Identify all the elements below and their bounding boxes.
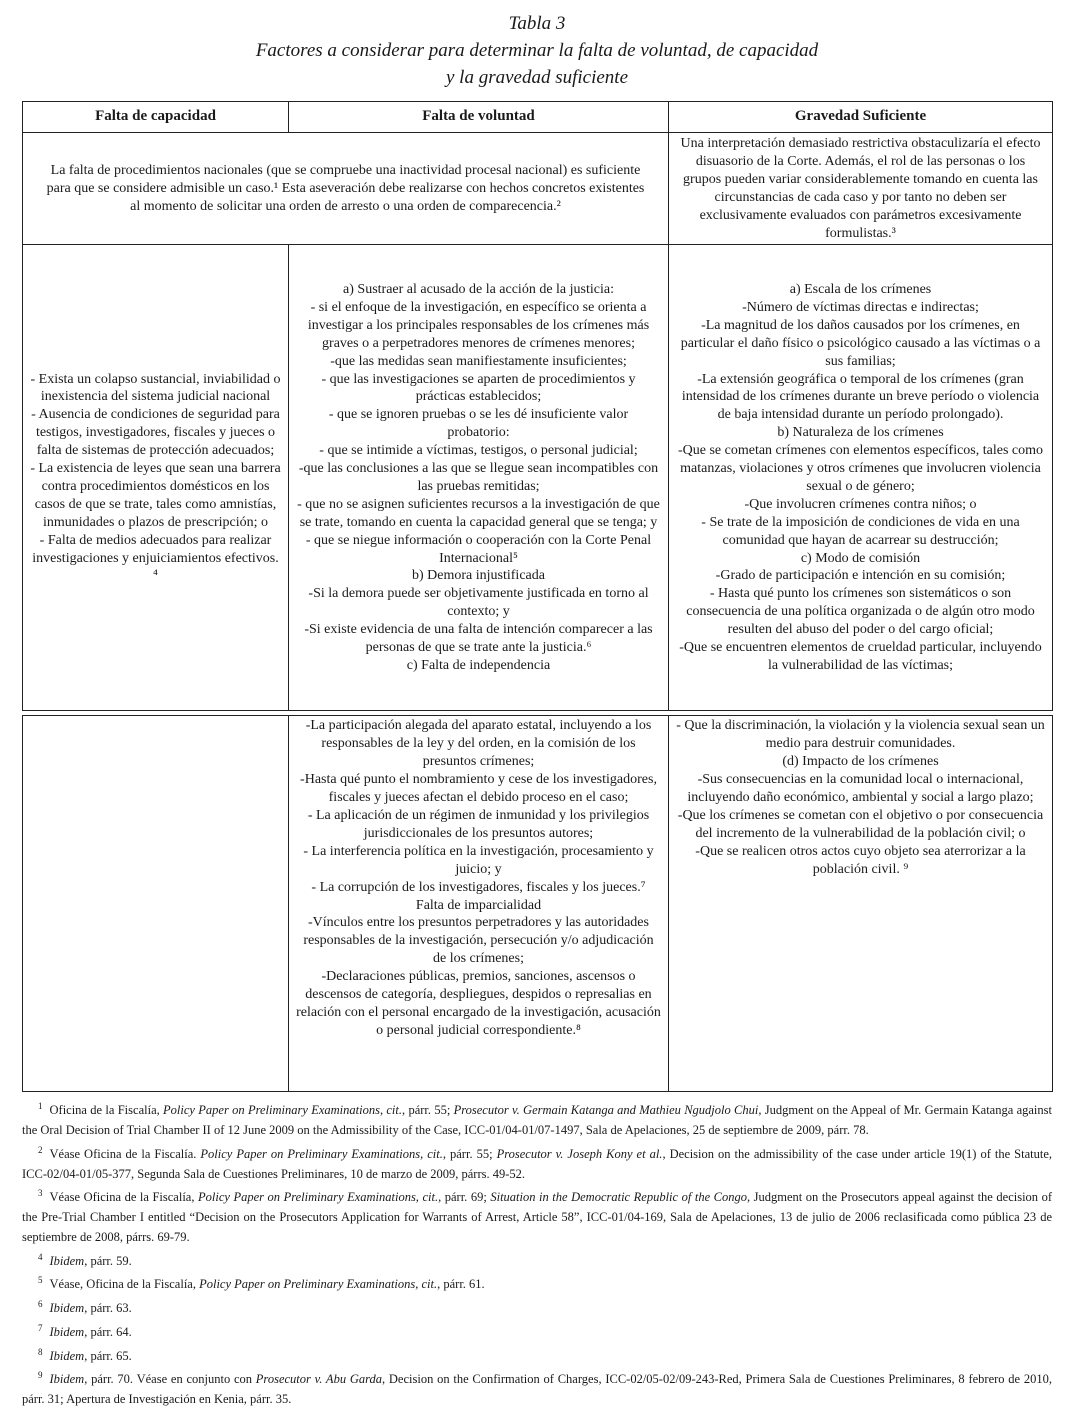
cell-paragraph: - si el enfoque de la investigación, en específico se orienta a investigar a los principales responsables de los crímenes más graves o a perpetradores menores de crímenes menores; — [307, 299, 650, 351]
footnote-text: , párr. 55; — [402, 1103, 454, 1118]
cell-paragraph: -La magnitud de los daños causados por los crímenes, en particular el daño físico o psicológico causado a las víctimas o a sus familias; — [680, 317, 1041, 369]
cell-paragraph: -Que los crímenes se cometan con el objetivo o por consecuencia del incremento de la vulnerabilidad de la población civil; o — [677, 807, 1044, 841]
footnote-marker: 9 — [38, 1370, 43, 1381]
footnote-marker: 1 — [38, 1101, 43, 1112]
cell-paragraph: -que las conclusiones a las que se llegue sean incompatibles con las pruebas remitidas; — [298, 461, 659, 494]
footnote-item — [22, 1101, 1052, 1141]
footnote-citation-italic: Ibidem — [49, 1324, 85, 1339]
footnote-text: Judgment on the Appeal of Mr. Germain Katanga against the Oral Decision of Trial Chamber II of 12 June 2009 on the Admissibility of the Case, ICC-01/04-01/07-1497, Sala de Apelaciones, 25 de septiembre de 2009, párr. 78. — [22, 1103, 1052, 1138]
footnote-text: , Judgment on the Prosecutors appeal against the decision of the Pre-Trial Chamber I entitled “Decision on the Prosecutors Application for Warrants of Arrest, Article 58”, ICC-01/04-169, Sala de Apelaciones, 13 de julio de 2006 reclasificada como pública 23 de septiembre de 2008, párrs. 69-79. — [22, 1190, 1052, 1244]
footnote-text: Véase Oficina de la Fiscalía. — [49, 1146, 201, 1161]
footnote-marker: 5 — [38, 1275, 43, 1286]
footnote-citation-italic: Policy Paper on Preliminary Examinations, cit. — [198, 1190, 439, 1205]
cell-paragraph: -Que se encuentren elementos de crueldad particular, incluyendo la vulnerabilidad de las víctimas; — [679, 640, 1042, 673]
table-title-block — [22, 10, 1052, 91]
cell-paragraph: -Hasta qué punto el nombramiento y cese de los investigadores, fiscales y jueces afectan el debido proceso en el caso; — [300, 772, 657, 806]
table-row — [23, 133, 1053, 245]
cell-paragraph: - La existencia de leyes que sean una barrera contra procedimientos domésticos en los casos de que se trate, tales como amnistías, inmunidades o plazos de prescripción; o — [30, 461, 281, 530]
footnote-text: , Decision on the Confirmation of Charges, ICC-02/05-02/09-243-Red, Primera Sala de Cuestiones Preliminares, 8 febrero de 2010, párr. 31; Apertura de Investigación en Kenia, párr. 35. — [22, 1372, 1052, 1407]
cell-paragraph: b) Demora injustificada — [412, 568, 545, 584]
footnote-item — [22, 1370, 1052, 1410]
footnote-item — [22, 1299, 1052, 1319]
cell-paragraph: - que se niegue información o cooperación con la Corte Penal Internacional⁵ — [305, 532, 652, 566]
table-header-row — [23, 102, 1053, 133]
cell-paragraph: -Sus consecuencias en la comunidad local o internacional, incluyendo daño económico, ambiental y social a largo plazo; — [687, 772, 1034, 806]
cell-paragraph: -Vínculos entre los presuntos perpetradores y las autoridades responsables de la investigación, persecución y/o adjudicación de los crímenes; — [303, 915, 654, 967]
cell-paragraph: c) Falta de independencia — [406, 658, 551, 673]
cell-row3-capacidad-empty — [23, 716, 289, 1092]
table-caption-line-1: Factores a considerar para determinar la falta de voluntad, de capacidad — [255, 40, 819, 61]
footnote-text: Oficina de la Fiscalía, — [49, 1103, 164, 1118]
footnote-item — [22, 1323, 1052, 1343]
cell-row2-gravedad — [669, 245, 1053, 711]
cell-row3-voluntad — [289, 716, 669, 1092]
cell-paragraph: a) Escala de los crímenes — [789, 281, 932, 297]
cell-row2-capacidad — [23, 245, 289, 711]
factors-table-upper — [22, 101, 1053, 711]
cell-paragraph: c) Modo de comisión — [800, 550, 921, 566]
footnote-citation-italic: Ibidem — [49, 1348, 85, 1363]
footnote-item — [22, 1275, 1052, 1295]
cell-paragraph: -Número de víctimas directas e indirectas; — [742, 299, 979, 315]
cell-paragraph: - que las investigaciones se aparten de procedimientos y prácticas establecidos; — [321, 371, 636, 405]
cell-paragraph: - La interferencia política en la investigación, procesamiento y juicio; y — [303, 843, 654, 877]
footnote-text: , párr. 70. Véase en conjunto con — [84, 1372, 256, 1387]
footnote-text: , párr. 55; — [442, 1146, 497, 1161]
footnote-citation-italic: Policy Paper on Preliminary Examinations, cit. — [199, 1277, 438, 1292]
cell-paragraph: -Grado de participación e intención en su comisión; — [715, 568, 1006, 584]
footnote-citation-italic: Policy Paper on Preliminary Examinations, cit. — [200, 1146, 443, 1161]
cell-row3-gravedad — [669, 716, 1053, 1092]
cell-paragraph: - La aplicación de un régimen de inmunidad y los privilegios jurisdiccionales de los presuntos autores; — [307, 807, 650, 841]
footnote-text: , párr. 63. — [84, 1301, 132, 1316]
footnote-item — [22, 1252, 1052, 1272]
cell-paragraph: - que se ignoren pruebas o se les dé insuficiente valor probatorio: — [328, 407, 629, 441]
cell-row2-voluntad — [289, 245, 669, 711]
footnote-citation-italic: Ibidem — [49, 1372, 85, 1387]
footnote-citation-italic: Policy Paper on Preliminary Examinations, cit. — [163, 1103, 403, 1118]
footnote-marker: 6 — [38, 1299, 43, 1310]
footnote-citation-italic: Ibidem — [49, 1253, 85, 1268]
header-gravedad-suficiente: Gravedad Suficiente — [669, 102, 1053, 133]
table-number: Tabla 3 — [508, 13, 566, 34]
cell-paragraph: - La corrupción de los investigadores, fiscales y los jueces.⁷ — [311, 879, 646, 895]
footnote-citation-italic: Prosecutor v. Joseph Kony et al. — [496, 1146, 663, 1161]
footnote-text: , párr. 61. — [437, 1277, 485, 1292]
cell-row1-capacidad-voluntad: La falta de procedimientos nacionales (que se compruebe una inactividad procesal nacional) es suficiente para que se considere admisible un caso.¹ Esta aseveración debe realizarse con hechos concretos existentes al momento de solicitar una orden de arresto o una orden de comparecencia.² — [23, 133, 669, 245]
cell-paragraph: (d) Impacto de los crímenes — [782, 754, 939, 770]
footnotes-section — [22, 1101, 1052, 1410]
cell-paragraph: -Declaraciones públicas, premios, sanciones, ascensos o descensos de categoría, despliegues, despidos o represalias en relación con el personal encargado de la investigación, acusación o personal judicial correspondiente.⁸ — [296, 969, 661, 1038]
table-row — [23, 245, 1053, 711]
cell-row1-gravedad: Una interpretación demasiado restrictiva obstaculizaría el efecto disuasorio de la Corte. Además, el rol de las personas o los grupos pueden variar considerablemente tomando en cuenta las circunstancias de cada caso y por tanto no deben ser exclusivamente evaluados con parámetros excesivamente formulistas.³ — [669, 133, 1053, 245]
cell-paragraph: - Se trate de la imposición de condiciones de vida en una comunidad que hayan de acarrear su destrucción; — [701, 514, 1020, 548]
cell-paragraph: - Ausencia de condiciones de seguridad para testigos, investigadores, fiscales y jueces o falta de sistemas de protección adecuados; — [31, 407, 280, 459]
footnote-text: , Decision on the admissibility of the case under article 19(1) of the Statute, ICC-02/04-01/05-377, Segunda Sala de Cuestiones Preliminares, 10 de marzo de 2009, párrs. 49-52. — [22, 1146, 1052, 1181]
header-falta-de-capacidad: Falta de capacidad — [23, 102, 289, 133]
footnote-text: , párr. 69; — [438, 1190, 491, 1205]
table-row — [23, 716, 1053, 1092]
cell-paragraph: - Hasta qué punto los crímenes son sistemáticos o son consecuencia de una política organizada o de algún otro modo resulten del abuso del poder o del cargo oficial; — [686, 586, 1035, 638]
cell-paragraph: -Que se cometan crímenes con elementos específicos, tales como matanzas, violaciones y otros crímenes que involucren violencia sexual o de género; — [677, 443, 1044, 494]
footnote-citation-italic: Prosecutor v. Germain Katanga and Mathieu Ngudjolo Chui, — [453, 1103, 762, 1118]
footnote-marker: 8 — [38, 1346, 43, 1357]
cell-paragraph: - Que la discriminación, la violación y la violencia sexual sean un medio para destruir comunidades. — [676, 718, 1045, 752]
footnote-citation-italic: Ibidem — [49, 1301, 85, 1316]
footnote-marker: 2 — [38, 1144, 43, 1155]
cell-paragraph: -Que se realicen otros actos cuyo objeto sea aterrorizar a la población civil. ⁹ — [695, 843, 1026, 877]
footnote-text: , párr. 59. — [84, 1253, 132, 1268]
footnote-marker: 4 — [38, 1251, 43, 1262]
cell-paragraph: -Que involucren crímenes contra niños; o — [744, 496, 977, 512]
cell-paragraph: - Exista un colapso sustancial, inviabilidad o inexistencia del sistema judicial nacional — [30, 371, 281, 405]
cell-paragraph: - que se intimide a víctimas, testigos, o personal judicial; — [319, 443, 638, 459]
footnote-text: , párr. 64. — [84, 1324, 132, 1339]
factors-table-lower — [22, 715, 1053, 1092]
footnote-text: , párr. 65. — [84, 1348, 132, 1363]
cell-paragraph: -que las medidas sean manifiestamente insuficientes; — [330, 353, 627, 369]
cell-paragraph: b) Naturaleza de los crímenes — [777, 425, 944, 441]
cell-paragraph: -Si existe evidencia de una falta de intención comparecer a las personas de que se trate ante la justicia.⁶ — [304, 622, 653, 656]
footnote-marker: 7 — [38, 1322, 43, 1333]
footnote-citation-italic: Prosecutor v. Abu Garda — [255, 1372, 383, 1387]
footnote-text: Véase Oficina de la Fiscalía, — [49, 1190, 199, 1205]
table-caption-line-2: y la gravedad suficiente — [445, 67, 629, 88]
cell-paragraph: -Si la demora puede ser objetivamente justificada en torno al contexto; y — [308, 586, 649, 620]
cell-paragraph: a) Sustraer al acusado de la acción de la justicia: — [343, 281, 614, 297]
footnote-item — [22, 1188, 1052, 1247]
cell-paragraph: -La extensión geográfica o temporal de los crímenes (gran intensidad de los crímenes durante un breve período o violencia de baja intensidad durante un período prolongado). — [681, 371, 1040, 423]
cell-paragraph: - que no se asignen suficientes recursos a la investigación de que se trate, tomando en cuenta la capacidad general que se tenga; y — [297, 496, 660, 530]
footnote-text: Véase, Oficina de la Fiscalía, — [49, 1277, 200, 1292]
footnote-citation-italic: Situation in the Democratic Republic of the Congo — [490, 1190, 747, 1205]
cell-paragraph: - Falta de medios adecuados para realizar investigaciones y enjuiciamientos efectivos. ⁴ — [32, 532, 279, 584]
footnote-marker: 3 — [38, 1188, 43, 1199]
footnote-item — [22, 1347, 1052, 1367]
header-falta-de-voluntad: Falta de voluntad — [289, 102, 669, 133]
footnote-item — [22, 1145, 1052, 1185]
cell-paragraph: -La participación alegada del aparato estatal, incluyendo a los responsables de la ley y del orden, en la comisión de los presuntos crímenes; — [305, 718, 652, 770]
cell-paragraph: Falta de imparcialidad — [415, 897, 542, 913]
